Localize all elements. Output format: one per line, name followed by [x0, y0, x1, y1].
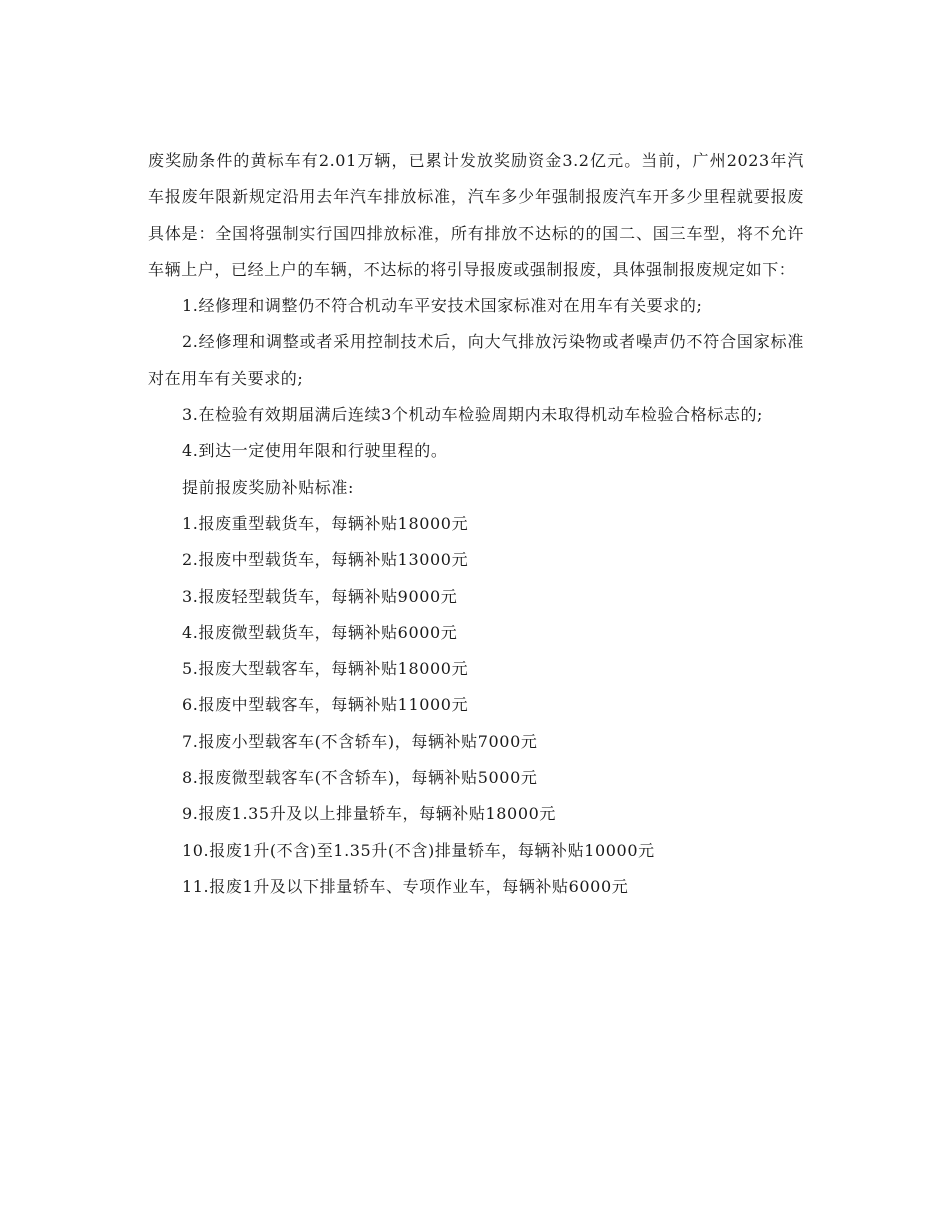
document-body [148, 143, 804, 905]
rule-item: 3.在检验有效期届满后连续3个机动车检验周期内未取得机动车检验合格标志的; [182, 405, 764, 425]
subsidy-item: 2.报废中型载货车，每辆补贴13000元 [182, 550, 469, 570]
subsidy-item: 5.报废大型载客车，每辆补贴18000元 [182, 659, 469, 679]
subsidy-item: 7.报废小型载客车(不含轿车)，每辆补贴7000元 [182, 731, 538, 751]
subsidy-item: 10.报废1升(不含)至1.35升(不含)排量轿车，每辆补贴10000元 [182, 840, 655, 860]
subsidy-item: 4.报废微型载货车，每辆补贴6000元 [182, 622, 458, 642]
intro-paragraph: 废奖励条件的黄标车有2.01万辆，已累计发放奖励资金3.2亿元。当前，广州2023年汽车报废年限新规定沿用去年汽车排放标准，汽车多少年强制报废汽车开多少里程就要报废具体是：全国将强制实行国四排放标准，所有排放不达标的的国二、国三车型，将不允许车辆上户，已经上户的车辆，不达标的将引导报废或强制报废，具体强制报废规定如下： [148, 151, 804, 279]
subsidy-item: 1.报废重型载货车，每辆补贴18000元 [182, 513, 469, 533]
subsidy-item: 11.报废1升及以下排量轿车、专项作业车，每辆补贴6000元 [182, 876, 629, 896]
rule-item: 4.到达一定使用年限和行驶里程的。 [182, 441, 448, 461]
subsidy-item: 6.报废中型载客车，每辆补贴11000元 [182, 695, 469, 715]
rule-item: 1.经修理和调整仍不符合机动车平安技术国家标准对在用车有关要求的; [182, 296, 703, 316]
subsidy-item: 9.报废1.35升及以上排量轿车，每辆补贴18000元 [182, 804, 556, 824]
subsidy-item: 8.报废微型载客车(不含轿车)，每辆补贴5000元 [182, 768, 538, 788]
subsidy-heading: 提前报废奖励补贴标准: [182, 477, 354, 497]
rule-item: 2.经修理和调整或者采用控制技术后，向大气排放污染物或者噪声仍不符合国家标准对在用车有关要求的; [148, 332, 804, 388]
subsidy-item: 3.报废轻型载货车，每辆补贴9000元 [182, 586, 458, 606]
